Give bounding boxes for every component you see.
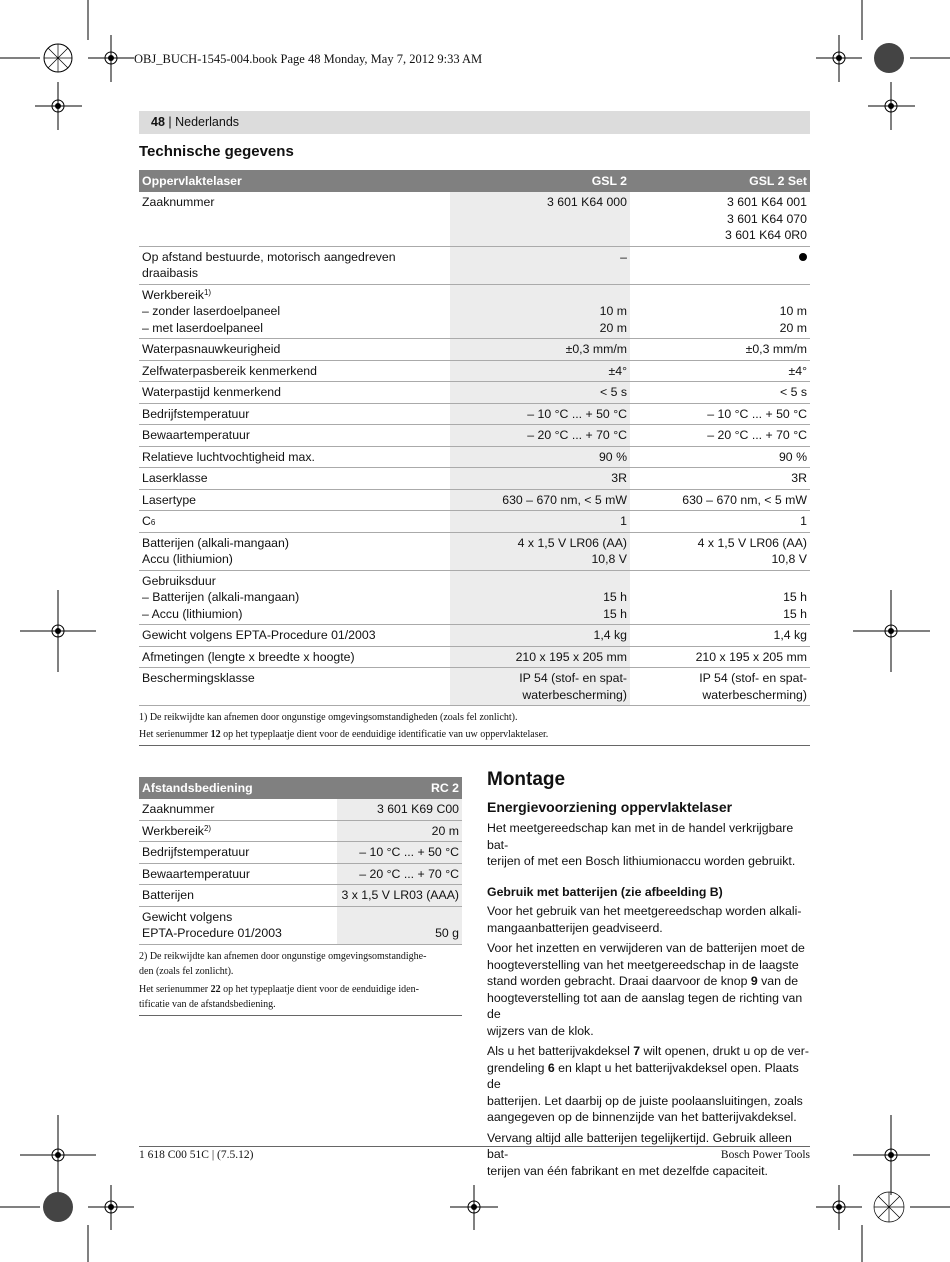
value-text: 3 601 K64 070 [726,211,807,226]
value-text: 3 601 K64 0R0 [724,228,807,242]
remote-spec-table-container [139,777,462,1016]
value-gsl2-set [630,425,810,447]
value-gsl2-set [630,382,810,404]
label-text: Gewicht volgens EPTA-Procedure 01/2003 [142,628,376,642]
row-label [139,646,450,668]
value-gsl2 [450,468,630,490]
serial-note-remote-num: 22 [210,983,221,995]
table-row [139,863,462,885]
p4-line2: terijen van één fabrikant en met dezelfde capaciteit. [487,1163,768,1178]
table-row [139,799,462,820]
value-gsl2 [450,425,630,447]
value-gsl2 [450,446,630,468]
remote-spec-table [139,777,462,945]
table-row [139,403,810,425]
table-row [139,511,810,533]
label-text: Relatieve luchtvochtigheid max. [142,449,315,464]
label-text: Zaaknummer [142,802,215,816]
label-text: Bewaartemperatuur [142,428,250,442]
p2-line1: Voor het inzetten en verwijderen van de batterijen moet de [487,941,805,955]
subscript: 6 [150,518,156,527]
label-text: Lasertype [142,492,197,507]
footnote-ref: 1) [203,287,212,297]
footer-divider [139,1146,810,1147]
serial-note-post: op het typeplaatje dient voor de eenduidige identificatie van uw oppervlaktelaser. [220,729,549,740]
montage-subtitle: Energievoorziening oppervlaktelaser [487,798,733,815]
footnote-2-line2: den (zoals fel zonlicht). [139,965,234,977]
montage-intro [487,820,810,870]
column-header: GSL 2 [450,170,630,192]
value-gsl2 [450,532,630,570]
row-label [139,625,450,647]
p2-num: 9 [750,974,758,988]
p1-line1: Voor het gebruik van het meetgereedschap worden alkali- [487,904,802,918]
label-text: – Accu (lithiumion) [142,606,243,621]
footnote-2 [139,949,462,979]
value-gsl2 [450,646,630,668]
value-text: 20 m [599,320,627,335]
value-text: < 5 s [779,385,807,399]
value-text: 15 h [783,590,807,604]
value-text: 10 m [599,304,627,318]
row-label [139,489,450,511]
value-text: – [620,249,627,264]
value-text: 20 m [779,320,807,335]
value-gsl2 [450,382,630,404]
main-spec-table [139,170,810,706]
table-header-row [139,170,810,192]
row-label [139,403,450,425]
table-row [139,284,810,339]
table-row [139,842,462,864]
montage-title: Montage [487,769,566,790]
value-gsl2-set [630,646,810,668]
row-label [139,906,337,944]
value-text: 4 x 1,5 V LR06 (AA) [517,535,627,550]
value-text: 630 – 670 nm, < 5 mW [502,492,627,507]
table-row [139,468,810,490]
value-gsl2-set [630,625,810,647]
value-gsl2 [450,511,630,533]
table-row [139,668,810,706]
label-text: Zaaknummer [142,195,215,209]
table-row [139,570,810,625]
value-gsl2 [450,246,630,284]
value-text: 90 % [778,449,807,464]
value-text: ±0,3 mm/m [565,342,627,356]
footer-brand: Bosch Power Tools [720,1149,810,1161]
p3-line4: aangegeven op de binnenzijde van het batterijvakdeksel. [487,1110,797,1124]
column-header: Afstandsbediening [139,777,337,799]
label-text: C [142,514,151,528]
row-label [139,192,450,246]
value-gsl2-set [630,570,810,625]
value-text: ±4° [788,363,807,378]
value-gsl2 [450,489,630,511]
value-text: 3 601 K69 C00 [376,802,459,816]
label-text: Afmetingen (lengte x breedte x hoogte) [142,649,355,664]
value-gsl2 [450,339,630,361]
row-label [139,820,337,842]
language-bar: 48 | Nederlands [139,111,810,134]
value-text: 10,8 V [771,552,807,566]
value-text: 1 [800,514,807,528]
table-row [139,382,810,404]
row-label [139,532,450,570]
value-gsl2-set [630,360,810,382]
value-gsl2-set [630,192,810,246]
p3-num1: 7 [633,1044,641,1058]
value-gsl2-set [630,403,810,425]
value-rc2 [337,799,462,820]
label-text: Batterijen (alkali-mangaan) [142,535,289,550]
label-text: – met laserdoelpaneel [142,320,263,335]
p3-num2: 6 [547,1060,555,1075]
p2-line2: hoogteverstelling van het meetgereedschap in de laagste [487,957,799,972]
label-text: Gewicht volgens [142,909,233,924]
footer-doc-number: 1 618 C00 51C | (7.5.12) [139,1149,254,1161]
batteries-heading: Gebruik met batterijen (zie afbeelding B) [487,884,723,899]
value-rc2 [337,842,462,864]
label-text: Waterpasnauwkeurigheid [142,342,281,356]
value-gsl2-set [630,246,810,284]
row-label [139,284,450,339]
value-text: 1 [620,514,627,528]
column-header: Oppervlaktelaser [139,170,450,192]
row-label [139,570,450,625]
value-text: 50 g [435,926,459,940]
label-text: – zonder laserdoelpaneel [142,304,281,318]
value-gsl2-set [630,339,810,361]
value-text: < 5 s [599,385,627,399]
value-text: 15 h [783,606,807,621]
row-label [139,382,450,404]
filled-dot-icon [799,253,807,261]
value-text: – 20 °C ... + 70 °C [359,866,459,881]
row-label [139,668,450,706]
page-number: 48 [151,115,165,129]
column-header: GSL 2 Set [630,170,810,192]
serial-note-remote-post-b: tificatie van de afstandsbediening. [139,998,276,1010]
serial-note-num: 12 [210,729,221,740]
label-text: EPTA-Procedure 01/2003 [142,926,282,940]
value-text: 3R [791,471,807,485]
value-rc2 [337,885,462,907]
value-gsl2 [450,403,630,425]
table-row [139,625,810,647]
value-gsl2 [450,360,630,382]
value-rc2 [337,863,462,885]
serial-note-main [139,727,810,742]
row-label [139,425,450,447]
intro-line2: terijen of met een Bosch lithiumionaccu worden gebruikt. [487,854,796,868]
label-text: Batterijen [142,888,194,902]
montage-p3 [487,1043,810,1126]
value-text: 10,8 V [591,552,627,566]
value-text: – 20 °C ... + 70 °C [707,428,807,442]
value-text: – 10 °C ... + 50 °C [359,845,459,859]
montage-p2 [487,940,810,1039]
footnote-ref: 2) [203,823,212,833]
row-label [139,863,337,885]
table-row [139,885,462,907]
row-label [139,799,337,820]
value-gsl2-set [630,468,810,490]
row-label [139,468,450,490]
p4-line1: Vervang altijd alle batterijen tegelijkertijd. Gebruik alleen bat- [487,1130,792,1161]
p3-b: wilt openen, drukt u op de ver- [640,1044,809,1058]
value-gsl2-set [630,668,810,706]
value-text: ±4° [608,363,627,378]
value-rc2 [337,820,462,842]
column-header: RC 2 [337,777,462,799]
table-row [139,820,462,842]
value-text: 3 x 1,5 V LR03 (AAA) [341,888,459,902]
value-text: IP 54 (stof- en spat- [519,671,627,685]
value-text: 20 m [431,823,459,838]
footnote-1: 1) De reikwijdte kan afnemen door ongunstige omgevingsomstandigheden (zoals fel zonlicht). [139,712,518,723]
p3-d: en klapt u het batterijvakdeksel open. Plaats de [487,1060,799,1091]
label-text: Gebruiksduur [142,573,216,588]
main-spec-table-container [139,170,810,746]
table-row [139,532,810,570]
footnote-2-line1: 2) De reikwijdte kan afnemen door ongunstige omgevingsomstandighe- [139,950,427,962]
value-text: 1,4 kg [593,628,627,642]
label-text: Bedrijfstemperatuur [142,406,250,421]
table-row [139,246,810,284]
divider-remote [139,1015,462,1016]
p1-line2: mangaanbatterijen geadviseerd. [487,920,663,935]
row-label [139,246,450,284]
value-text: 3 601 K64 000 [546,195,627,209]
value-gsl2 [450,625,630,647]
montage-section [487,769,810,1183]
value-text: 630 – 670 nm, < 5 mW [682,492,807,507]
value-rc2 [337,906,462,944]
value-gsl2-set [630,532,810,570]
label-text: – Batterijen (alkali-mangaan) [142,590,300,604]
row-label [139,842,337,864]
p2-line3b: van de [757,974,799,988]
language-label: Nederlands [175,115,240,129]
value-text: 1,4 kg [773,628,807,642]
label-text: Laserklasse [142,471,208,485]
label-text: Werkbereik [142,823,204,838]
p3-line3: batterijen. Let daarbij op de juiste poolaansluitingen, zoals [487,1093,803,1108]
value-text: 15 h [603,590,627,604]
value-gsl2-set [630,511,810,533]
serial-note-remote [139,982,462,1012]
serial-note-remote-pre: Het serienummer [139,983,211,995]
label-text: Werkbereik [142,287,204,302]
value-text: 4 x 1,5 V LR06 (AA) [697,535,807,550]
p2-line3a: stand worden gebracht. Draai daarvoor de knop [487,974,751,988]
row-label [139,339,450,361]
row-label [139,446,450,468]
intro-line1: Het meetgereedschap kan met in de handel verkrijgbare bat- [487,821,794,852]
value-gsl2-set [630,489,810,511]
p3-c: grendeling [487,1060,548,1075]
table-row [139,446,810,468]
label-text: Bewaartemperatuur [142,866,250,881]
value-text: 3R [611,471,627,485]
label-text: Beschermingsklasse [142,671,255,685]
label-text: Zelfwaterpasbereik kenmerkend [142,363,317,378]
value-gsl2 [450,284,630,339]
value-text: 210 x 195 x 205 mm [515,649,627,664]
value-gsl2-set [630,446,810,468]
serial-note-remote-post-a: op het typeplaatje dient voor de eenduidige iden- [220,983,419,995]
value-text: 90 % [598,449,627,464]
value-text: 15 h [603,606,627,621]
value-text: – 10 °C ... + 50 °C [707,406,807,421]
value-text: waterbescherming) [522,687,627,702]
value-gsl2-set [630,284,810,339]
value-text: 210 x 195 x 205 mm [695,649,807,664]
section-title: Technische gegevens [139,143,294,160]
table-row [139,339,810,361]
serial-note-pre: Het serienummer [139,729,211,740]
label-text: Accu (lithiumion) [142,552,233,566]
label-text: Waterpastijd kenmerkend [142,385,281,399]
table-row [139,192,810,246]
label-text: Op afstand bestuurde, motorisch aangedreven draaibasis [142,249,396,280]
value-text: 10 m [779,304,807,318]
table-row [139,906,462,944]
value-text: – 10 °C ... + 50 °C [527,406,627,421]
table-row [139,425,810,447]
value-text: 3 601 K64 001 [726,195,807,209]
divider [139,745,810,746]
value-text: – 20 °C ... + 70 °C [527,428,627,442]
row-label [139,885,337,907]
label-text: Bedrijfstemperatuur [142,845,250,859]
table-row [139,489,810,511]
value-text: IP 54 (stof- en spat- [699,671,807,685]
p3-a: Als u het batterijvakdeksel [487,1044,634,1058]
table-header-row [139,777,462,799]
row-label [139,511,450,533]
value-text: ±0,3 mm/m [745,342,807,356]
value-gsl2 [450,570,630,625]
table-row [139,360,810,382]
table-row [139,646,810,668]
print-header: OBJ_BUCH-1545-004.book Page 48 Monday, May 7, 2012 9:33 AM [134,52,483,66]
value-gsl2 [450,668,630,706]
value-gsl2 [450,192,630,246]
row-label [139,360,450,382]
value-text: waterbescherming) [702,687,807,702]
p2-line5: wijzers van de klok. [487,1023,594,1038]
p2-line4: hoogteverstelling tot aan de aanslag tegen de richting van de [487,990,803,1021]
montage-p1 [487,903,810,936]
